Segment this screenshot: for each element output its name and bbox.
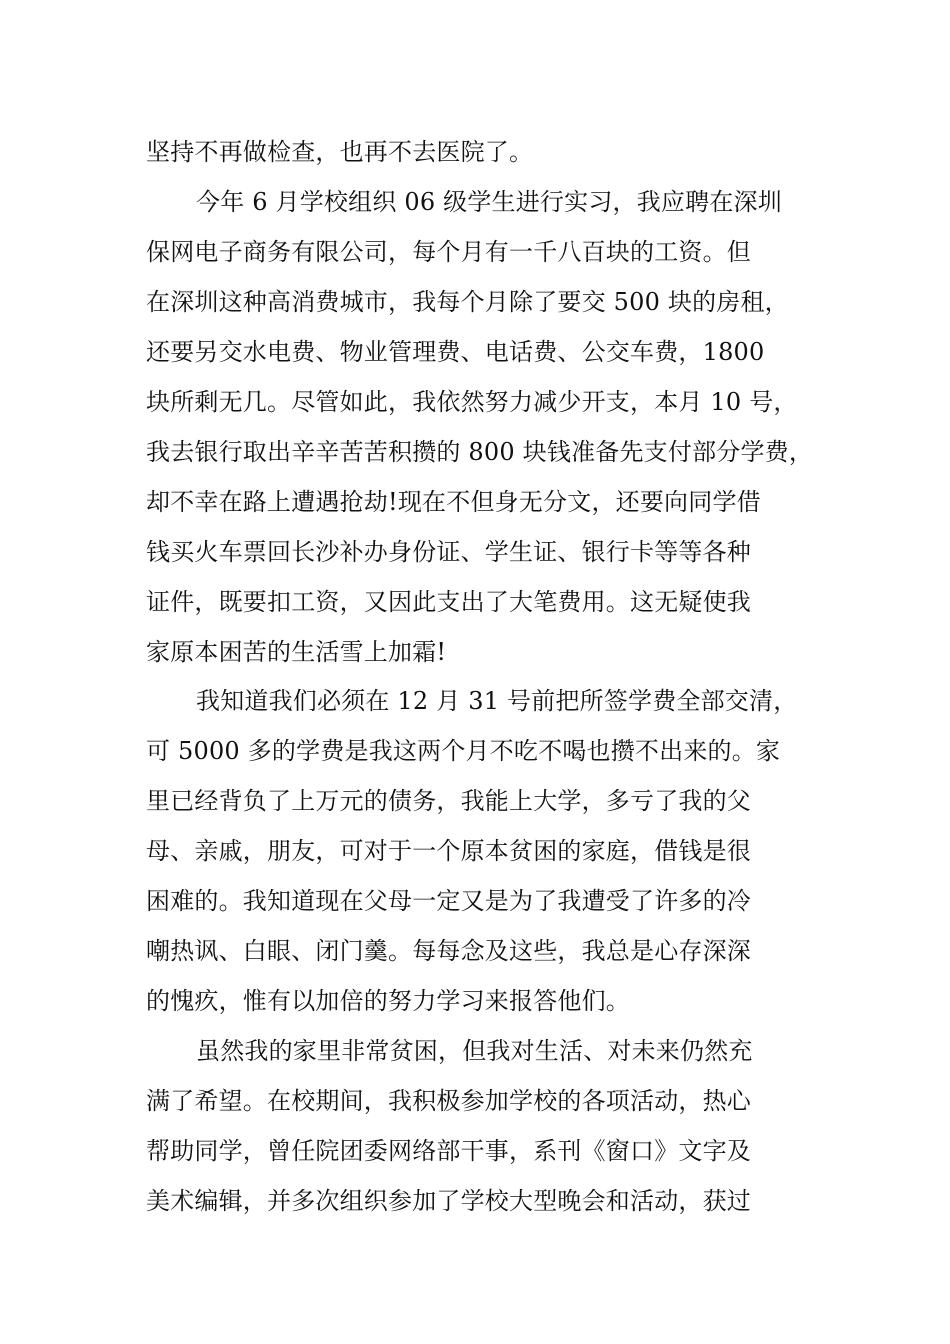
text-line: 困难的。我知道现在父母一定又是为了我遭受了许多的冷: [146, 887, 751, 915]
text-line: 坚持不再做检查，也再不去医院了。: [146, 138, 534, 166]
paragraph-start-line: 虽然我的家里非常贫困，但我对生活、对未来仍然充: [196, 1037, 753, 1065]
text-line: 我去银行取出辛辛苦苦积攒的 800 块钱准备先支付部分学费，: [146, 438, 814, 466]
text-line: 帮助同学，曾任院团委网络部干事，系刊《窗口》文字及: [146, 1137, 751, 1165]
text-line: 在深圳这种高消费城市，我每个月除了要交 500 块的房租，: [146, 288, 789, 316]
text-line: 证件，既要扣工资，又因此支出了大笔费用。这无疑使我: [146, 588, 751, 616]
text-line: 却不幸在路上遭遇抢劫!现在不但身无分文，还要向同学借: [146, 488, 761, 516]
text-line: 里已经背负了上万元的债务，我能上大学，多亏了我的父: [146, 787, 751, 815]
text-line: 还要另交水电费、物业管理费、电话费、公交车费，1800: [146, 338, 765, 366]
text-line: 的愧疚，惟有以加倍的努力学习来报答他们。: [146, 987, 630, 1015]
paragraph-start-line: 今年 6 月学校组织 06 级学生进行实习，我应聘在深圳: [196, 188, 782, 216]
text-line: 保网电子商务有限公司，每个月有一千八百块的工资。但: [146, 238, 751, 266]
text-line: 钱买火车票回长沙补办身份证、学生证、银行卡等等各种: [146, 538, 751, 566]
text-line: 嘲热讽、白眼、闭门羹。每每念及这些，我总是心存深深: [146, 937, 751, 965]
text-line: 块所剩无几。尽管如此，我依然努力减少开支，本月 10 号，: [146, 388, 798, 416]
text-line: 家原本困苦的生活雪上加霜!: [146, 638, 447, 666]
paragraph-start-line: 我知道我们必须在 12 月 31 号前把所签学费全部交清，: [196, 687, 798, 715]
text-line: 满了希望。在校期间，我积极参加学校的各项活动，热心: [146, 1087, 751, 1115]
text-line: 母、亲戚，朋友，可对于一个原本贫困的家庭，借钱是很: [146, 837, 751, 865]
text-line: 可 5000 多的学费是我这两个月不吃不喝也攒不出来的。家: [146, 737, 781, 765]
text-line: 美术编辑，并多次组织参加了学校大型晚会和活动，获过: [146, 1187, 751, 1215]
